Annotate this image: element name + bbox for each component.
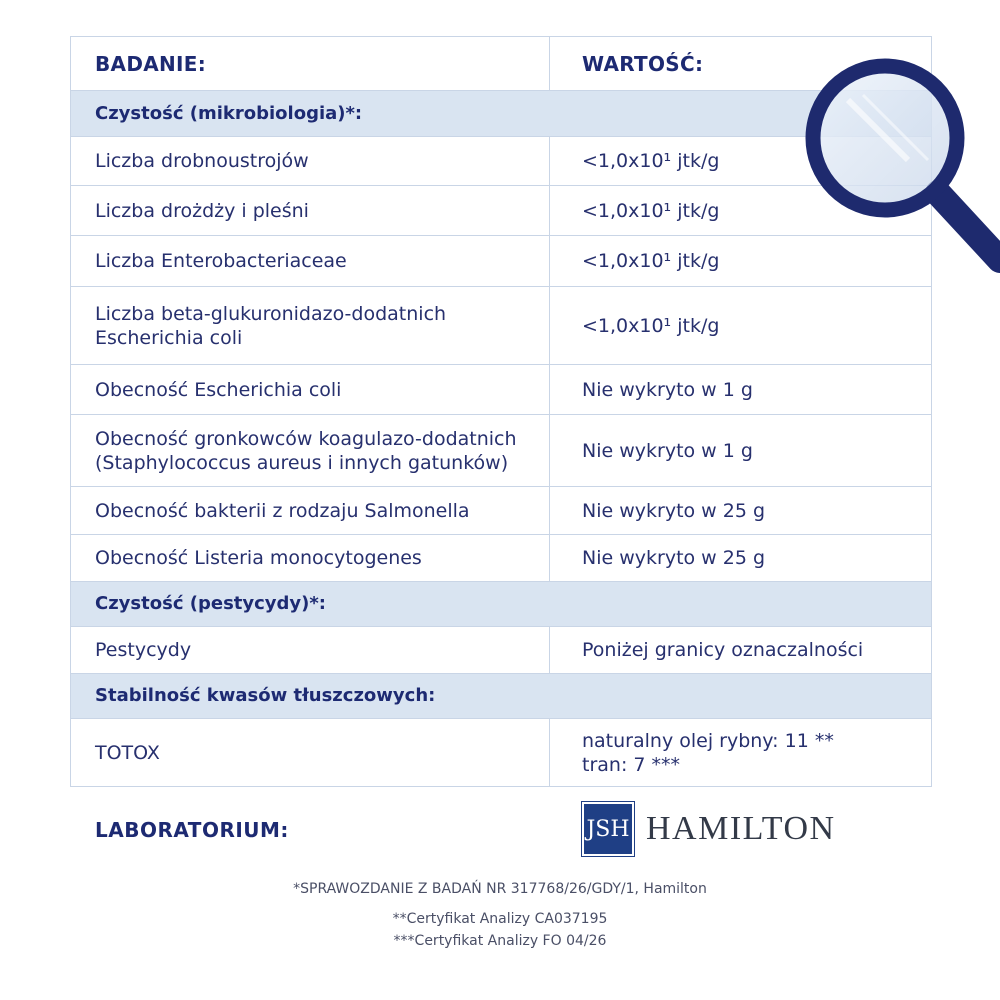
logo-mark: JSH — [582, 802, 634, 856]
test-value: <1,0x10¹ jtk/g — [582, 150, 720, 172]
magnifying-glass-icon — [788, 55, 1000, 275]
test-value: Nie wykryto w 1 g — [582, 439, 753, 462]
test-name — [71, 415, 550, 486]
section-title: Stabilność kwasów tłuszczowych: — [95, 685, 436, 706]
test-name: Obecność bakterii z rodzaju Salmonella — [71, 487, 550, 534]
test-value: <1,0x10¹ jtk/g — [582, 199, 720, 222]
section-stability — [71, 673, 931, 718]
hamilton-logo — [582, 802, 836, 856]
test-name: Pestycydy — [71, 627, 550, 673]
table-row — [71, 364, 931, 414]
header-test: BADANIE: — [71, 37, 550, 90]
table-row — [71, 486, 931, 534]
test-name-line: Obecność gronkowców koagulazo-dodatnich — [95, 427, 517, 450]
test-value-line: tran: 7 *** — [582, 753, 681, 776]
table-row — [71, 286, 931, 364]
test-value: Poniżej granicy oznaczalności — [582, 639, 864, 661]
test-name-line: Escherichia coli — [95, 326, 243, 349]
test-name: Obecność Listeria monocytogenes — [71, 535, 550, 581]
test-name: Liczba Enterobacteriaceae — [71, 236, 550, 286]
laboratory-label: LABORATORIUM: — [95, 818, 289, 842]
table-row — [71, 626, 931, 673]
test-value: Nie wykryto w 25 g — [582, 547, 766, 569]
footnote-report: *SPRAWOZDANIE Z BADAŃ NR 317768/26/GDY/1, Hamilton — [293, 881, 707, 897]
table-row — [71, 718, 931, 786]
table-row — [71, 534, 931, 581]
section-title: Czystość (mikrobiologia)*: — [95, 102, 363, 124]
test-name: Obecność Escherichia coli — [71, 365, 550, 414]
test-name: Liczba drożdży i pleśni — [71, 186, 550, 235]
test-value: <1,0x10¹ jtk/g — [582, 314, 720, 337]
table-row — [71, 414, 931, 486]
section-pesticides — [71, 581, 931, 626]
test-name: TOTOX — [71, 719, 550, 786]
logo-text: HAMILTON — [646, 810, 836, 847]
section-title: Czystość (pestycydy)*: — [95, 593, 326, 614]
test-value: <1,0x10¹ jtk/g — [582, 250, 720, 272]
test-value — [550, 719, 931, 786]
test-value-line: naturalny olej rybny: 11 ** — [582, 729, 834, 752]
header-value: WARTOŚĆ: — [582, 51, 704, 76]
test-name-line: (Staphylococcus aureus i innych gatunków) — [95, 451, 509, 474]
footnote-certificate-2: ***Certyfikat Analizy FO 04/26 — [393, 933, 607, 949]
test-name-line: Liczba beta-glukuronidazo-dodatnich — [95, 302, 447, 325]
test-name: Liczba drobnoustrojów — [71, 137, 550, 185]
test-value: Nie wykryto w 1 g — [582, 378, 753, 401]
test-name — [71, 287, 550, 364]
test-value: Nie wykryto w 25 g — [582, 499, 766, 522]
footnote-certificate-1: **Certyfikat Analizy CA037195 — [392, 911, 608, 927]
